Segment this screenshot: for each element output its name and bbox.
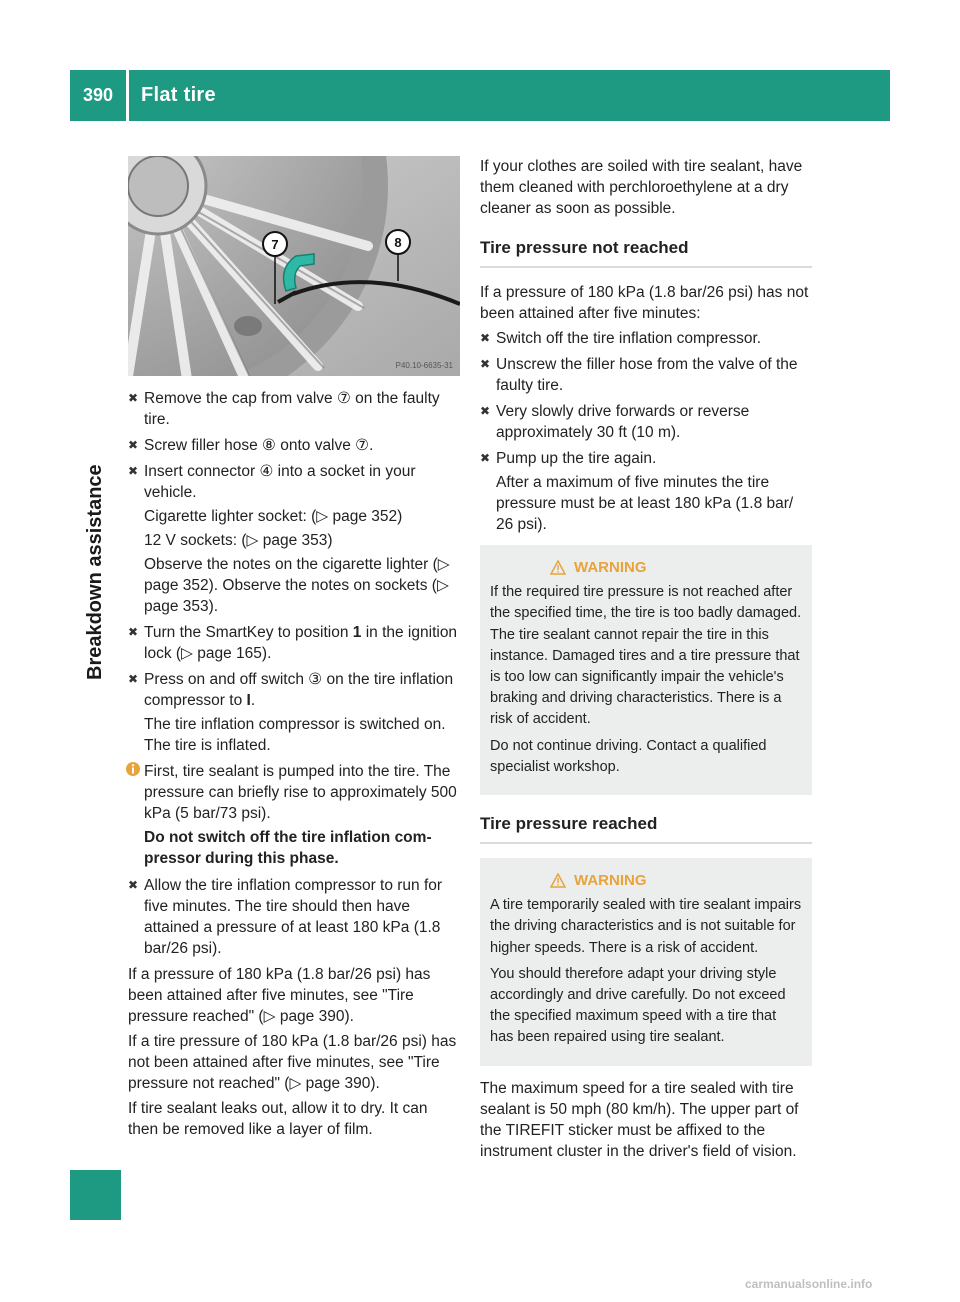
svg-text:8: 8	[394, 235, 402, 250]
socket-reference-12v: 12 V sockets: (▷ page 353)	[144, 532, 333, 549]
warning-triangle-icon	[550, 873, 566, 888]
callout-7	[263, 232, 287, 256]
callout-8	[386, 230, 410, 254]
step-arrow-icon: ✖	[480, 331, 491, 345]
info-note: First, tire sealant is pumped into the tire. The pressure can briefly rise to approximately 500 kPa (5 bar/73 psi). Do not switch off the tire inflation compressor during this phase.	[128, 761, 460, 869]
compressor-status: The tire inflation compressor is switched on. The tire is inflated.	[144, 716, 446, 754]
step-insert-connector: ✖ Insert connector ④ into a socket in your vehicle. Cigarette lighter socket: (▷ page 352) 12 V sockets: (▷ page 353) Observe the notes on the cigarette lighter (▷ page 352). Observe the notes on sockets (▷ page 353).	[128, 461, 460, 617]
step-unscrew-hose: ✖ Unscrew the filler hose from the valve of the faulty tire.	[480, 356, 798, 394]
step-turn-smartkey: ✖ Turn the SmartKey to position 1 in the ignition lock (▷ page 165).	[128, 624, 458, 662]
step-arrow-icon: ✖	[128, 391, 139, 405]
paragraph-sealant-leaks: If tire sealant leaks out, allow it to dry. It can then be removed like a layer of film.	[128, 1100, 428, 1138]
socket-notes: Observe the notes on the cigarette lighter (▷ page 352). Observe the notes on sockets (▷ page 353).	[144, 556, 450, 615]
step-arrow-icon: ✖	[480, 357, 491, 371]
socket-reference-cigarette: Cigarette lighter socket: (▷ page 352)	[144, 508, 403, 525]
page-title: Flat tire	[141, 84, 216, 106]
svg-text:7: 7	[271, 237, 279, 252]
warning-box-reached	[480, 858, 812, 1066]
heading-reached: Tire pressure reached	[480, 813, 812, 844]
info-bold-note: Do not switch off the tire inflation compressor during this phase.	[144, 829, 432, 867]
step-arrow-icon: ✖	[128, 438, 139, 452]
step-press-switch: ✖ Press on and off switch ③ on the tire inflation compressor to I. The tire inflation compressor is switched on. The tire is inflated.	[128, 669, 460, 756]
warning-triangle-icon	[550, 560, 566, 575]
step-arrow-icon: ✖	[128, 878, 139, 892]
warning-advice: You should therefore adapt your driving style accordingly and drive carefully. Do not exceed the specified maximum speed with a tire that has been repaired using tire sealant.	[490, 965, 786, 1046]
step-pump-again: ✖ Pump up the tire again. After a maximum of five minutes the tire pressure must be at least 180 kPa (1.8 bar/ 26 psi).	[480, 448, 812, 535]
step-drive-slowly: ✖ Very slowly drive forwards or reverse approximately 30 ft (10 m).	[480, 403, 750, 441]
section-side-label: Breakdown assistance	[84, 464, 106, 680]
step-switch-off-compressor: ✖ Switch off the tire inflation compressor.	[480, 330, 762, 347]
header-divider	[126, 70, 129, 121]
figure-code: P40.10-6635-31	[395, 361, 453, 370]
left-column	[128, 388, 460, 1144]
paragraph-pressure-not-reached: If a tire pressure of 180 kPa (1.8 bar/26 psi) has not been attained after five minutes, see "Tire pressure not reached" (▷ page 390).	[128, 1033, 457, 1092]
paragraph-clothes-soiled: If your clothes are soiled with tire sealant, have them cleaned with perchloroethylene at a dry cleaner as soon as possible.	[480, 158, 803, 217]
warning-box-not-reached	[480, 545, 812, 795]
warning-advice: Do not continue driving. Contact a qualified specialist workshop.	[490, 737, 767, 775]
paragraph-pressure-reached: If a pressure of 180 kPa (1.8 bar/26 psi) has been attained after five minutes, see "Tire pressure reached" (▷ page 390).	[128, 966, 431, 1025]
warning-label: WARNING	[574, 559, 647, 576]
step-arrow-icon: ✖	[128, 672, 139, 686]
page-number: 390	[82, 85, 114, 105]
warning-text: A tire temporarily sealed with tire sealant impairs the driving characteristics and is not suitable for higher speeds. There is a risk of accident.	[490, 897, 802, 956]
step-remove-cap: ✖ Remove the cap from valve ⑦ on the faulty tire.	[128, 390, 440, 428]
wheel-figure	[128, 156, 460, 376]
warning-text: If the required tire pressure is not reached after the specified time, the tire is too badly damaged. The tire sealant cannot repair the tire in this instance. Damaged tires and a tire pressure that is too low can significantly impair the vehicle's braking and driving characteristics. There is a risk of accident.	[490, 584, 802, 728]
paragraph-not-reached: If a pressure of 180 kPa (1.8 bar/26 psi) has not been attained after five minutes:	[480, 284, 809, 322]
paragraph-max-speed: The maximum speed for a tire sealed with tire sealant is 50 mph (80 km/h). The upper part of the TIREFIT sticker must be affixed to the instrument cluster in the driver's field of vision.	[480, 1079, 799, 1160]
info-icon	[126, 762, 140, 776]
warning-label: WARNING	[574, 872, 647, 890]
heading-not-reached: Tire pressure not reached	[480, 237, 812, 268]
pump-result: After a maximum of five minutes the tire pressure must be at least 180 kPa (1.8 bar/ 26 psi).	[496, 474, 794, 533]
right-column	[480, 156, 812, 1166]
section-side-tab	[70, 1170, 121, 1220]
watermark: carmanualsonline.info	[745, 1277, 873, 1291]
step-screw-hose: ✖ Screw filler hose ⑧ onto valve ⑦.	[128, 437, 374, 454]
step-arrow-icon: ✖	[128, 464, 139, 478]
step-arrow-icon: ✖	[480, 451, 491, 465]
step-arrow-icon: ✖	[128, 625, 139, 639]
tire-illustration	[128, 156, 460, 376]
step-arrow-icon: ✖	[480, 404, 491, 418]
step-allow-compressor: ✖ Allow the tire inflation compressor to run for five minutes. The tire should then have attained a pressure of at least 180 kPa (1.8 bar/26 psi).	[128, 877, 443, 957]
